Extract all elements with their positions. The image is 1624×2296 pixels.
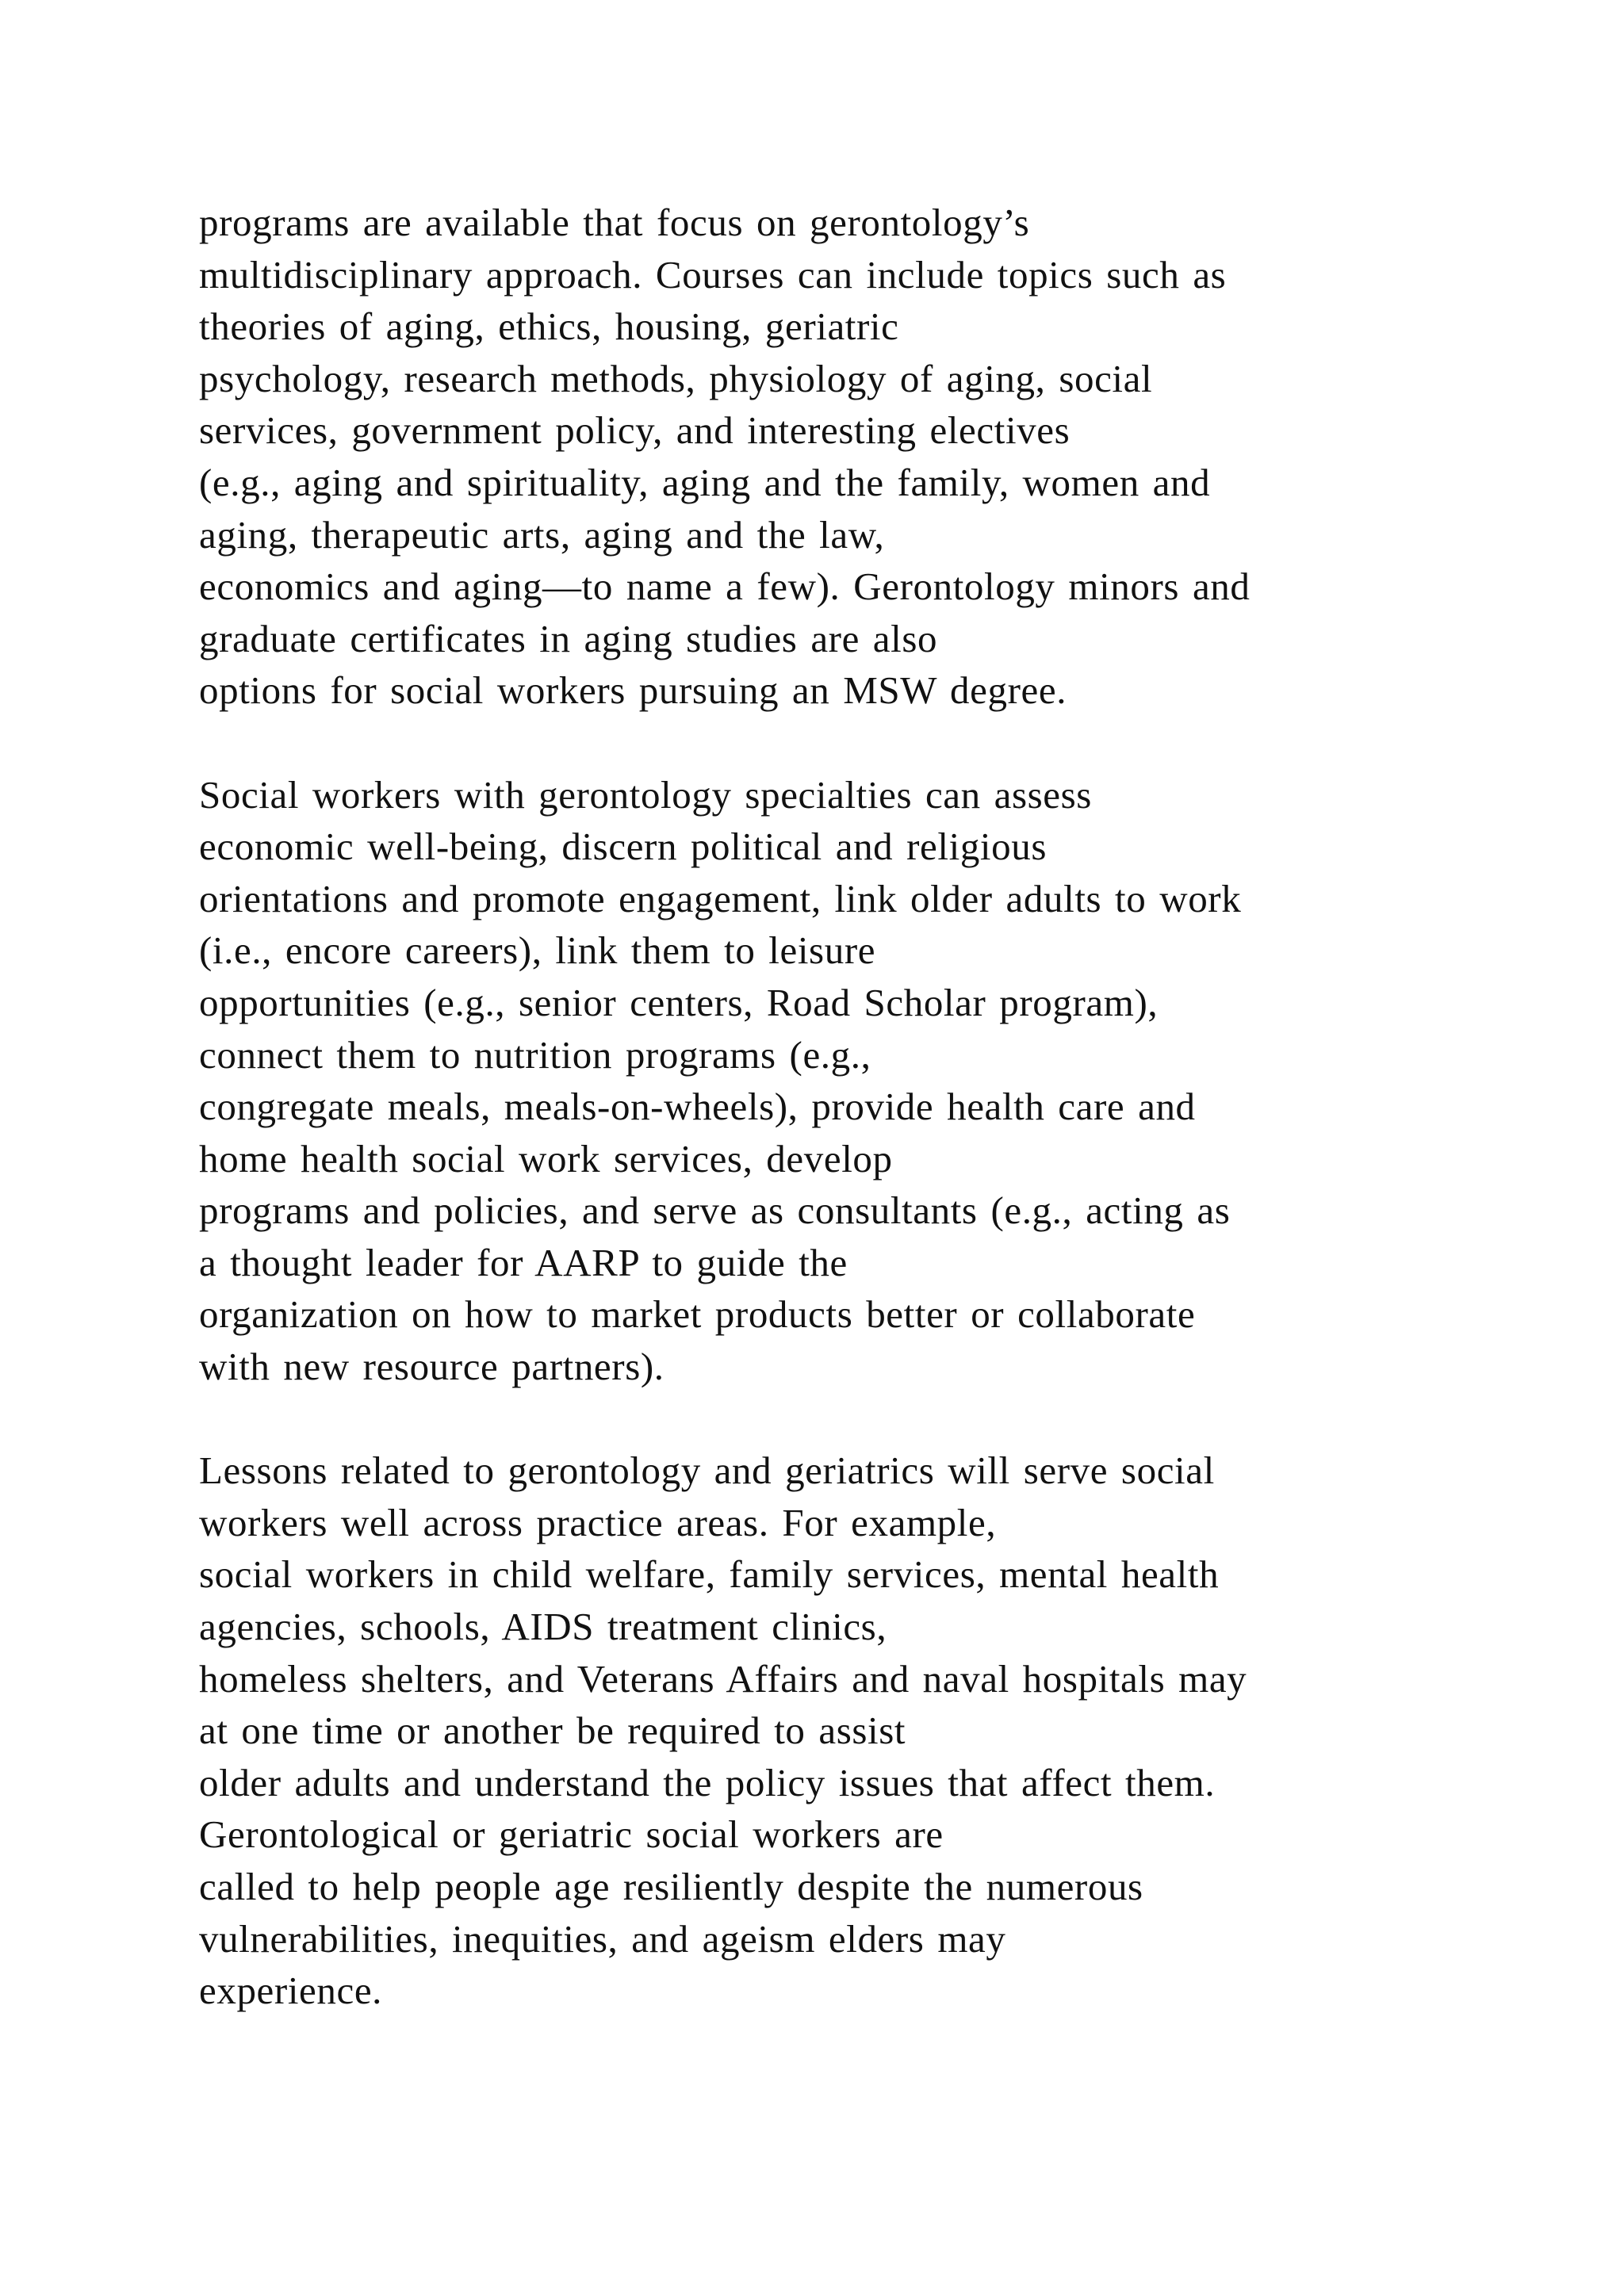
text-line: programs and policies, and serve as consultants (e.g., acting as <box>199 1188 1231 1233</box>
text-line: (e.g., aging and spirituality, aging and the family, women and <box>199 460 1211 504</box>
text-line: Gerontological or geriatric social workers are <box>199 1812 944 1857</box>
text-line: economics and aging—to name a few). Gerontology minors and <box>199 564 1251 609</box>
text-line: social workers in child welfare, family services, mental health <box>199 1552 1220 1597</box>
paragraph-1 <box>199 197 1547 717</box>
text-line: economic well-being, discern political and religious <box>199 825 1048 869</box>
text-line: Lessons related to gerontology and geriatrics will serve social <box>199 1448 1215 1493</box>
text-line: opportunities (e.g., senior centers, Road Scholar program), <box>199 980 1159 1024</box>
text-line: connect them to nutrition programs (e.g., <box>199 1032 871 1077</box>
document-body <box>199 197 1547 2017</box>
text-line: multidisciplinary approach. Courses can include topics such as <box>199 252 1227 297</box>
text-line: agencies, schools, AIDS treatment clinics, <box>199 1605 887 1649</box>
text-line: theories of aging, ethics, housing, geriatric <box>199 304 899 349</box>
text-line: with new resource partners). <box>199 1345 665 1389</box>
text-line: workers well across practice areas. For example, <box>199 1500 997 1544</box>
text-line: at one time or another be required to assist <box>199 1709 906 1753</box>
text-line: older adults and understand the policy issues that affect them. <box>199 1760 1216 1804</box>
paragraph-2 <box>199 769 1547 1393</box>
text-line: home health social work services, develop <box>199 1136 893 1181</box>
text-line: options for social workers pursuing an MSW degree. <box>199 668 1067 713</box>
text-line: aging, therapeutic arts, aging and the law, <box>199 512 885 557</box>
text-line: orientations and promote engagement, link older adults to work <box>199 876 1242 920</box>
text-line: programs are available that focus on gerontology’s <box>199 201 1030 244</box>
text-line: experience. <box>199 1969 383 2013</box>
text-line: homeless shelters, and Veterans Affairs and naval hospitals may <box>199 1656 1247 1701</box>
paragraph-3 <box>199 1445 1547 2017</box>
text-line: organization on how to market products better or collaborate <box>199 1292 1196 1337</box>
text-line: congregate meals, meals-on-wheels), provide health care and <box>199 1085 1196 1129</box>
text-line: Social workers with gerontology specialties can assess <box>199 772 1092 817</box>
text-line: vulnerabilities, inequities, and ageism elders may <box>199 1916 1006 1961</box>
text-line: graduate certificates in aging studies are also <box>199 616 938 660</box>
text-line: a thought leader for AARP to guide the <box>199 1240 848 1284</box>
text-line: services, government policy, and interesting electives <box>199 408 1071 453</box>
text-line: called to help people age resiliently despite the numerous <box>199 1865 1143 1908</box>
text-line: psychology, research methods, physiology of aging, social <box>199 356 1153 400</box>
text-line: (i.e., encore careers), link them to leisure <box>199 928 876 973</box>
